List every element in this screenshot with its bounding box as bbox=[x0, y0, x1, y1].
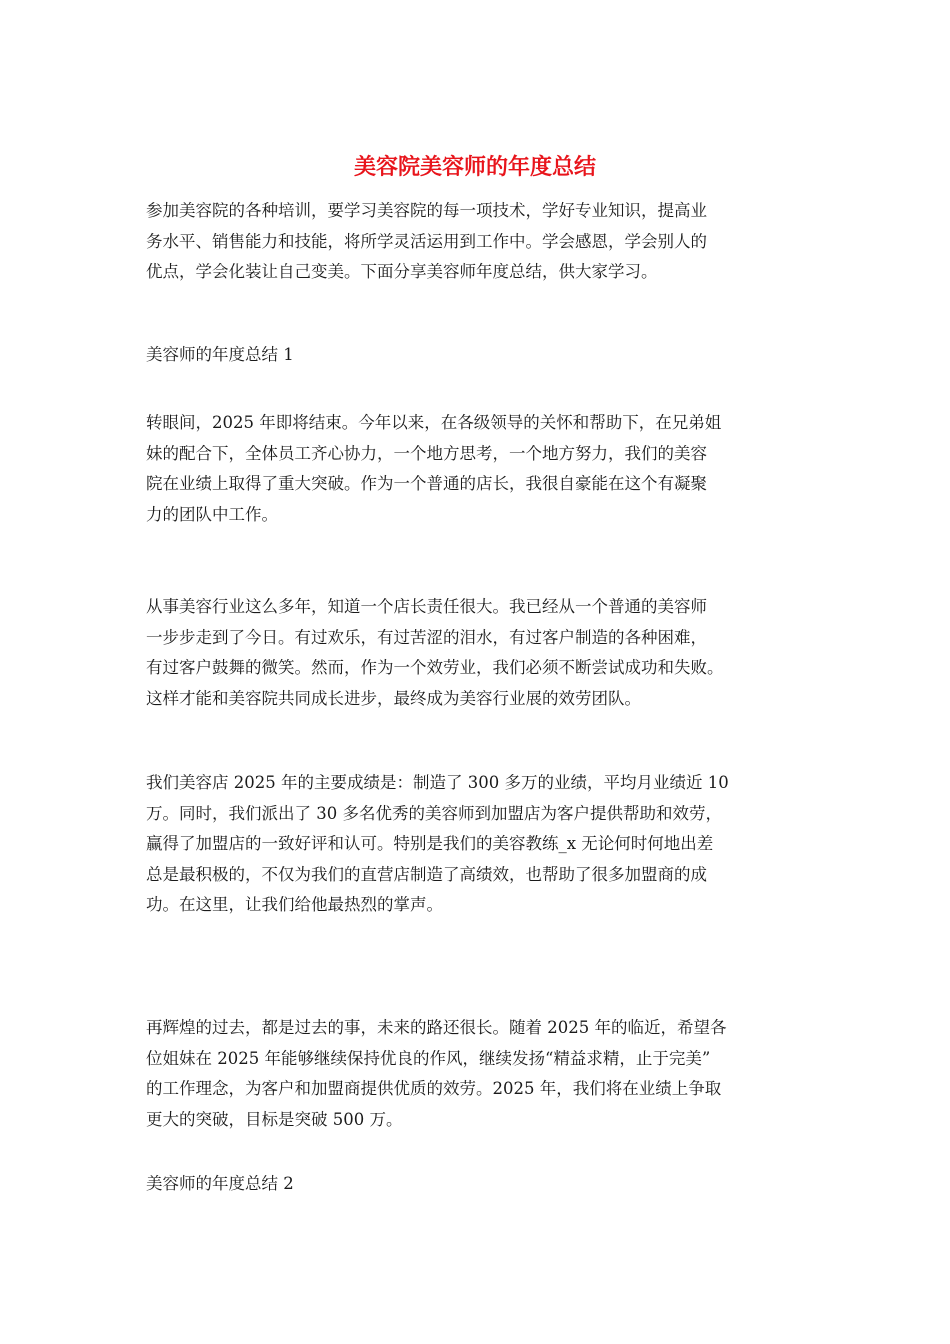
text-line: 位姐妹在 2025 年能够继续保持优良的作风，继续发扬“精益求精，止于完美” bbox=[146, 1048, 711, 1068]
text-line: 参加美容院的各种培训，要学习美容院的每一项技术，学好专业知识，提高业 bbox=[146, 201, 707, 220]
text-line: 我们美容店 2025 年的主要成绩是：制造了 300 多万的业绩，平均月业绩近 10 bbox=[146, 773, 729, 792]
section-1-heading: 美容师的年度总结 1 bbox=[146, 345, 294, 364]
paragraph-2 bbox=[146, 592, 826, 714]
paragraph-4 bbox=[146, 1013, 826, 1135]
paragraph-1 bbox=[146, 408, 826, 530]
text-line: 转眼间，2025 年即将结束。今年以来，在各级领导的关怀和帮助下，在兄弟姐 bbox=[146, 413, 722, 432]
text-line: 从事美容行业这么多年，知道一个店长责任很大。我已经从一个普通的美容师 bbox=[146, 597, 707, 616]
text-line: 更大的突破，目标是突破 500 万。 bbox=[146, 1109, 403, 1129]
text-line: 务水平、销售能力和技能，将所学灵活运用到工作中。学会感恩，学会别人的 bbox=[146, 231, 707, 251]
text-line: 总是最积极的，不仅为我们的直营店制造了高绩效，也帮助了很多加盟商的成 bbox=[146, 864, 707, 884]
text-line: 优点，学会化装让自己变美。下面分享美容师年度总结，供大家学习。 bbox=[146, 262, 658, 281]
text-line: 有过客户鼓舞的微笑。然而，作为一个效劳业，我们必须不断尝试成功和失败。 bbox=[146, 658, 724, 677]
text-line: 一步步走到了今日。有过欢乐，有过苦涩的泪水，有过客户制造的各种困难， bbox=[146, 627, 707, 647]
text-line: 赢得了加盟店的一致好评和认可。特别是我们的美容教练_x 无论何时何地出差 bbox=[146, 834, 714, 853]
document-title: 美容院美容师的年度总结 bbox=[353, 154, 596, 180]
text-line: 院在业绩上取得了重大突破。作为一个普通的店长，我很自豪能在这个有凝聚 bbox=[146, 474, 707, 493]
text-line: 的工作理念，为客户和加盟商提供优质的效劳。2025 年，我们将在业绩上争取 bbox=[146, 1079, 722, 1098]
section-2-heading: 美容师的年度总结 2 bbox=[146, 1174, 294, 1193]
text-line: 功。在这里，让我们给他最热烈的掌声。 bbox=[146, 895, 443, 914]
text-line: 再辉煌的过去，都是过去的事，未来的路还很长。随着 2025 年的临近，希望各 bbox=[146, 1018, 727, 1037]
text-line: 妹的配合下，全体员工齐心协力，一个地方思考，一个地方努力，我们的美容 bbox=[146, 443, 707, 463]
text-line: 万。同时，我们派出了 30 多名优秀的美容师到加盟店为客户提供帮助和效劳， bbox=[146, 803, 722, 823]
text-line: 力的团队中工作。 bbox=[146, 504, 278, 524]
paragraph-3 bbox=[146, 768, 826, 921]
text-line: 这样才能和美容院共同成长进步，最终成为美容行业展的效劳团队。 bbox=[146, 688, 641, 708]
intro-paragraph bbox=[146, 196, 826, 288]
